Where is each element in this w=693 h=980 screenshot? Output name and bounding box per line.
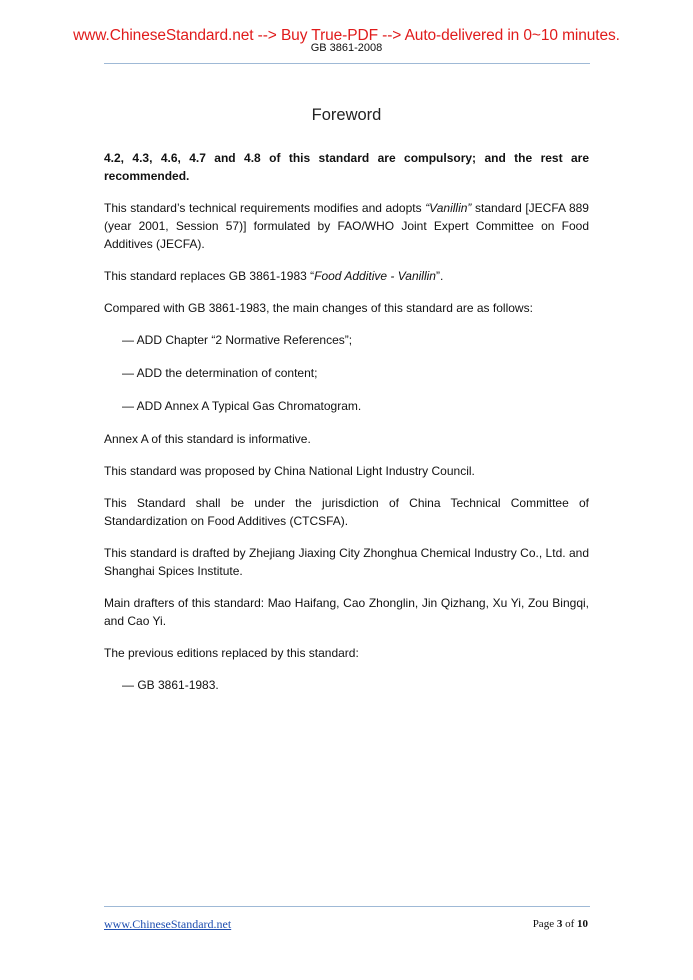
adoption-text-italic: “Vanillin” [425, 201, 472, 215]
list-item: — ADD the determination of content; [122, 366, 318, 380]
adoption-text-post: standard [JECFA 889 (year 2001, Session 57)] formulated by FAO/WHO Joint Expert Committee on Food Additives (JECFA). [104, 201, 589, 251]
foreword-body [104, 149, 589, 709]
drafting-units-paragraph: This standard is drafted by Zhejiang Jiaxing City Zhonghua Chemical Industry Co., Ltd. and Shanghai Spices Institute. [104, 546, 589, 578]
replacement-text-italic: Food Additive - Vanillin [314, 269, 436, 283]
list-item: — ADD Annex A Typical Gas Chromatogram. [122, 399, 362, 413]
replacement-text-pre: This standard replaces GB 3861-1983 “ [104, 269, 315, 283]
adoption-text-pre: This standard’s technical requirements modifies and adopts [104, 201, 426, 215]
page-number [533, 918, 588, 930]
list-item: — ADD Chapter “2 Normative References”; [122, 333, 353, 347]
footer-website-link[interactable]: www.ChineseStandard.net [104, 917, 232, 931]
jurisdiction-paragraph: This Standard shall be under the jurisdiction of China Technical Committee of Standardization on Food Additives (CTCSFA). [104, 496, 589, 528]
standard-number: GB 3861-2008 [310, 42, 383, 54]
list-item: — GB 3861-1983. [122, 678, 219, 692]
replacement-text-post: ”. [435, 269, 444, 283]
previous-editions-paragraph: The previous editions replaced by this standard: [104, 646, 359, 660]
page-title: Foreword [311, 106, 382, 124]
promo-banner[interactable]: www.ChineseStandard.net --> Buy True-PDF --> Auto-delivered in 0~10 minutes. [73, 27, 620, 44]
drafters-paragraph: Main drafters of this standard: Mao Haifang, Cao Zhonglin, Jin Qizhang, Xu Yi, Zou Bingqi, and Cao Yi. [104, 596, 589, 628]
changes-intro-paragraph: Compared with GB 3861-1983, the main changes of this standard are as follows: [104, 301, 533, 315]
page-total: 10 [577, 918, 588, 930]
page-of: of [565, 918, 575, 930]
compulsory-clauses-paragraph: 4.2, 4.3, 4.6, 4.7 and 4.8 of this standard are compulsory; and the rest are recommended. [104, 151, 589, 183]
footer-rule [104, 906, 590, 907]
header-rule [104, 63, 590, 64]
adoption-paragraph [104, 199, 589, 253]
annex-paragraph: Annex A of this standard is informative. [104, 432, 311, 446]
page-word: Page [532, 918, 555, 930]
page-current: 3 [556, 918, 563, 930]
replacement-paragraph [104, 267, 589, 285]
proposer-paragraph: This standard was proposed by China National Light Industry Council. [104, 464, 475, 478]
